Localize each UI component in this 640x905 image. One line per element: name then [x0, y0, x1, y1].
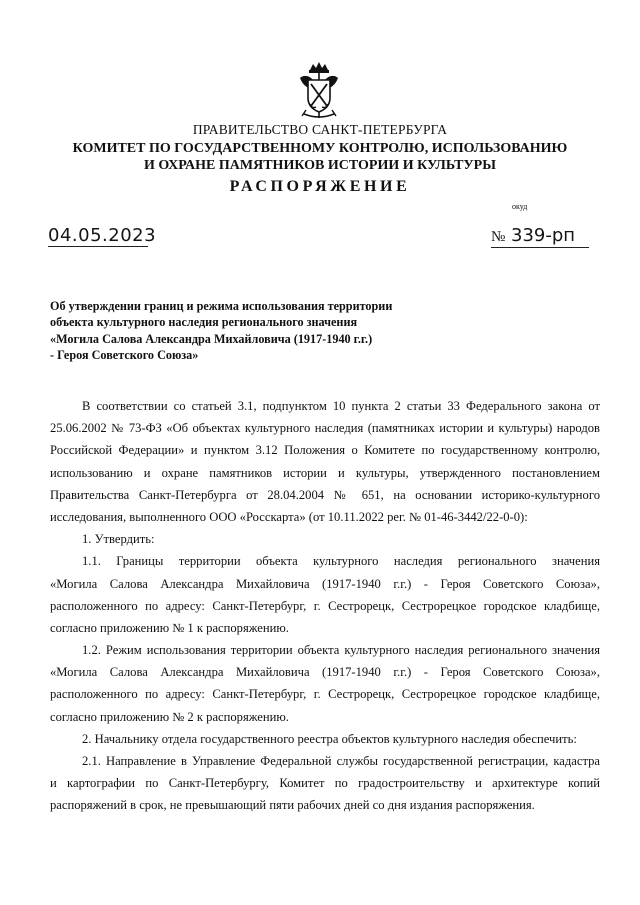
- body-line: 2.1. Направление в Управление Федеральной службы государственной регистрации, кадастра: [82, 754, 600, 768]
- body-line: 1. Утвердить:: [82, 532, 155, 547]
- document-number: 339-рп: [511, 225, 576, 246]
- body-line: расположенного по адресу: Санкт-Петербург, г. Сестрорецк, Сестрорецкое городское кладбище,: [50, 687, 600, 702]
- document-subject: [50, 298, 450, 363]
- body-line: «Могила Салова Александра Михайловича (1917-1940 г.г.) - Героя Советского Союза»,: [50, 665, 600, 680]
- st-petersburg-coat-of-arms-icon: [296, 60, 342, 122]
- body-line: распоряжений в срок, не превышающий пяти рабочих дней со дня издания распоряжения.: [50, 798, 535, 813]
- subject-line: Об утверждении границ и режима использования территории: [50, 299, 393, 313]
- body-line: исследования, выполненного ООО «Росскарта» (от 10.11.2022 рег. № 01-46-3442/22-0-0):: [50, 509, 528, 524]
- document-body: [50, 395, 600, 817]
- body-line: 1.2. Режим использования территории объекта культурного наследия регионального значения: [82, 643, 600, 658]
- number-sign: №: [491, 229, 506, 245]
- body-line: и картографии по Санкт-Петербургу, Комитет по градостроительству и архитектуре копий: [50, 776, 600, 791]
- body-line: 25.06.2002 № 73-ФЗ «Об объектах культурного наследия (памятниках истории и культуры) народов: [50, 421, 600, 436]
- document-date: 04.05.2023: [48, 225, 157, 246]
- government-name: ПРАВИТЕЛЬСТВО САНКТ-ПЕТЕРБУРГА: [192, 122, 448, 137]
- okud-label: окуд: [512, 202, 528, 211]
- body-line: 1.1. Границы территории объекта культурного наследия регионального значения: [82, 554, 600, 569]
- committee-name-line1: КОМИТЕТ ПО ГОСУДАРСТВЕННОМУ КОНТРОЛЮ, ИСПОЛЬЗОВАНИЮ: [72, 141, 568, 156]
- body-line: «Могила Салова Александра Михайловича (1917-1940 г.г.) - Героя Советского Союза»,: [50, 576, 600, 591]
- subject-line: «Могила Салова Александра Михайловича (1917-1940 г.г.): [50, 331, 373, 346]
- body-line: 2. Начальнику отдела государственного реестра объектов культурного наследия обеспечить:: [82, 731, 577, 746]
- body-line: согласно приложению № 2 к распоряжению.: [50, 709, 289, 724]
- body-line: использованию и охране памятников истории и культуры, утвержденного постановлением: [50, 465, 600, 480]
- committee-name-line2: И ОХРАНЕ ПАМЯТНИКОВ ИСТОРИИ И КУЛЬТУРЫ: [144, 158, 496, 173]
- body-line: Правительства Санкт-Петербурга от 28.04.2004 № 651, на основании историко-культурного: [50, 487, 600, 502]
- subject-line: - Героя Советского Союза»: [50, 347, 199, 362]
- document-type: РАСПОРЯЖЕНИЕ: [229, 178, 411, 195]
- body-line: В соответствии со статьей 3.1, подпунктом 10 пункта 2 статьи 33 Федерального закона от: [82, 399, 600, 413]
- body-line: расположенного по адресу: Санкт-Петербург, г. Сестрорецк, Сестрорецкое городское кладбище,: [50, 598, 600, 613]
- document-number-field: [491, 226, 589, 248]
- body-line: согласно приложению № 1 к распоряжению.: [50, 620, 289, 635]
- body-line: Российской Федерации» и пунктом 3.12 Положения о Комитете по государственному контролю,: [50, 443, 600, 458]
- subject-line: объекта культурного наследия регионального значения: [50, 315, 358, 330]
